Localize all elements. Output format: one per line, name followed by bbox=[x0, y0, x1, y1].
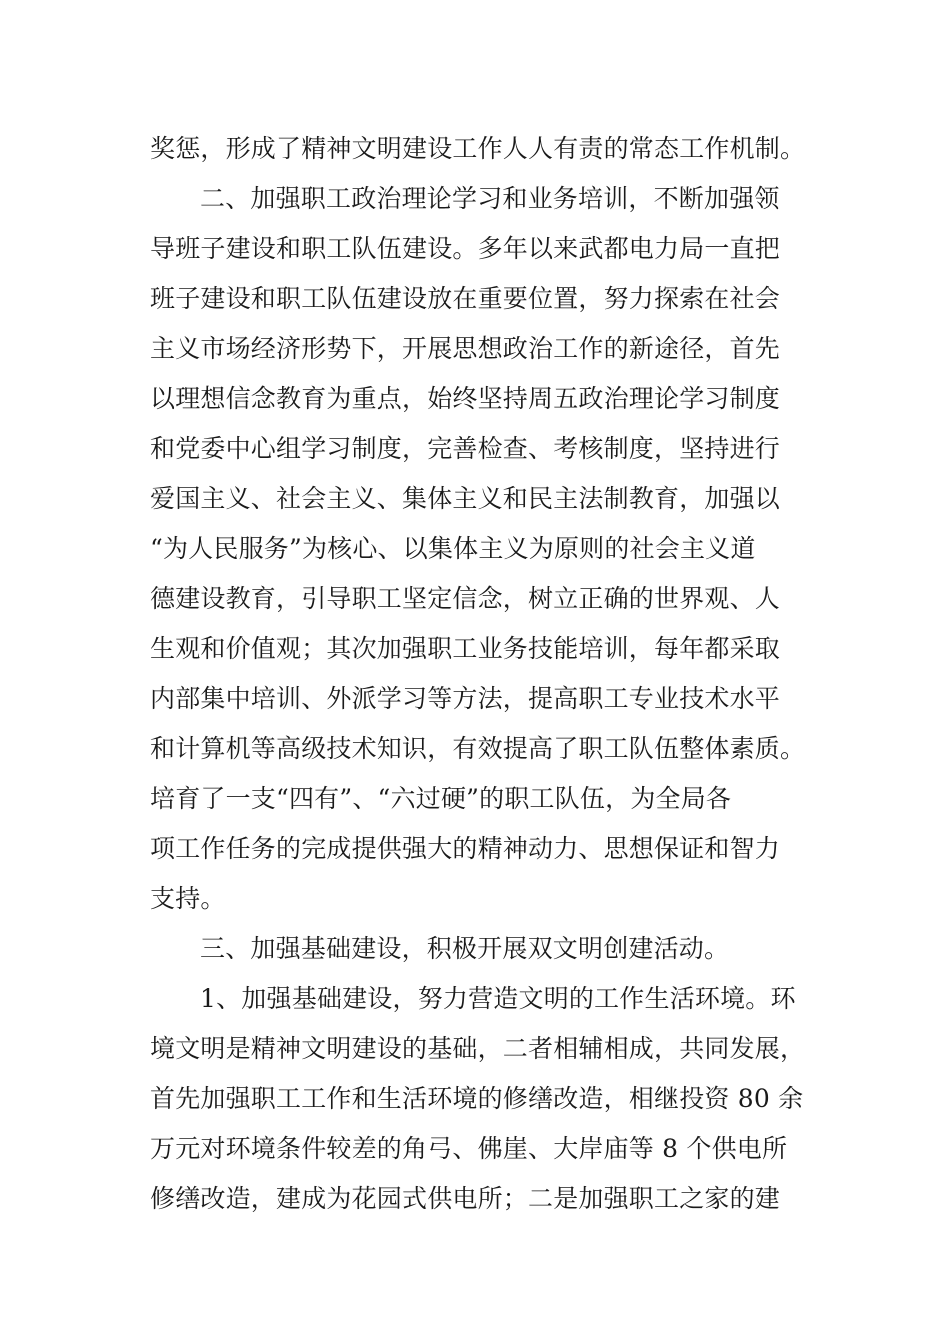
text-line-13: 和计算机等高级技术知识，有效提高了职工队伍整体素质。 bbox=[150, 734, 806, 763]
text-line-4: 班子建设和职工队伍建设放在重要位置，努力探索在社会 bbox=[150, 284, 781, 313]
text-line-5: 主义市场经济形势下，开展思想政治工作的新途径，首先 bbox=[150, 334, 781, 363]
text-line-8: 爱国主义、社会主义、集体主义和民主法制教育，加强以 bbox=[150, 484, 781, 513]
text-line-20: 首先加强职工工作和生活环境的修缮改造，相继投资 80 余 bbox=[150, 1084, 804, 1113]
subsection-heading-1: 1、加强基础建设，努力营造文明的工作生活环境。环 bbox=[200, 984, 796, 1013]
body-text bbox=[150, 124, 810, 1224]
text-line-10: 德建设教育，引导职工坚定信念，树立正确的世界观、人 bbox=[150, 584, 781, 613]
text-line-3: 导班子建设和职工队伍建设。多年以来武都电力局一直把 bbox=[150, 234, 781, 263]
text-line-15: 项工作任务的完成提供强大的精神动力、思想保证和智力 bbox=[150, 834, 781, 863]
text-line-14: 培育了一支“四有”、“六过硬”的职工队伍，为全局各 bbox=[150, 784, 732, 813]
text-line-16: 支持。 bbox=[150, 884, 226, 913]
section-heading-2: 二、加强职工政治理论学习和业务培训，不断加强领 bbox=[200, 184, 780, 213]
text-line-6: 以理想信念教育为重点，始终坚持周五政治理论学习制度 bbox=[150, 384, 781, 413]
section-heading-3: 三、加强基础建设，积极开展双文明创建活动。 bbox=[200, 934, 730, 963]
text-line-22: 修缮改造，建成为花园式供电所；二是加强职工之家的建 bbox=[150, 1184, 781, 1213]
text-line-21: 万元对环境条件较差的角弓、佛崖、大岸庙等 8 个供电所 bbox=[150, 1134, 788, 1163]
text-line-1: 奖惩，形成了精神文明建设工作人人有责的常态工作机制。 bbox=[150, 134, 806, 163]
text-line-7: 和党委中心组学习制度，完善检查、考核制度，坚持进行 bbox=[150, 434, 781, 463]
text-line-19: 境文明是精神文明建设的基础，二者相辅相成，共同发展， bbox=[150, 1034, 806, 1063]
text-line-11: 生观和价值观；其次加强职工业务技能培训，每年都采取 bbox=[150, 634, 781, 663]
text-line-9: “为人民服务”为核心、以集体主义为原则的社会主义道 bbox=[150, 534, 756, 563]
text-line-12: 内部集中培训、外派学习等方法，提高职工专业技术水平 bbox=[150, 684, 781, 713]
